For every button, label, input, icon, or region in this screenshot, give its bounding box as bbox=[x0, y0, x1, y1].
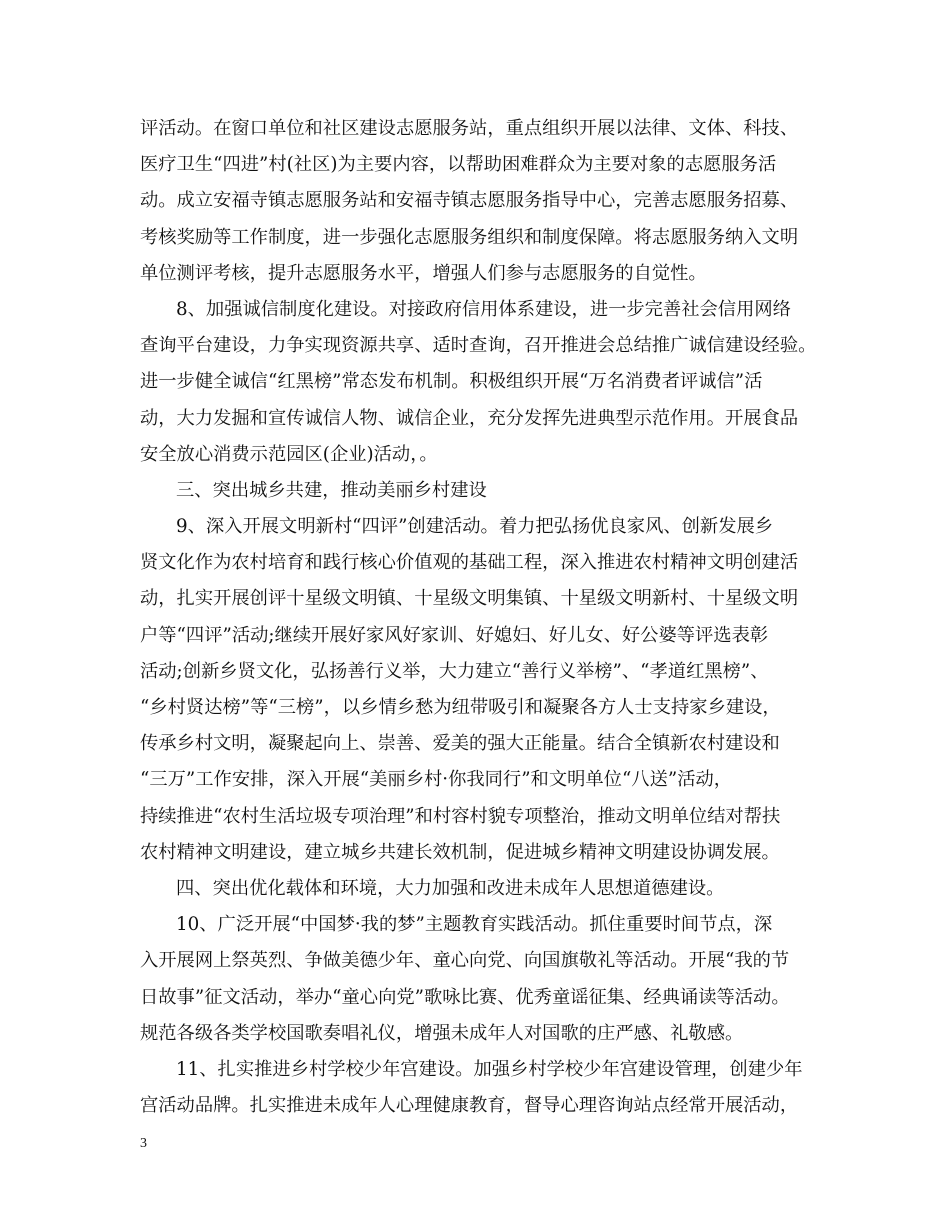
text-line: 考核奖励等工作制度，进一步强化志愿服务组织和制度保障。将志愿服务纳入文明 bbox=[140, 226, 799, 248]
page-number: 3 bbox=[140, 1136, 147, 1151]
text-line: 规范各级各类学校国歌奏唱礼仪，增强未成年人对国歌的庄严感、礼敬感。 bbox=[140, 1022, 744, 1044]
text-line: 11、扎实推进乡村学校少年宫建设。加强乡村学校少年宫建设管理，创建少年 bbox=[176, 1058, 803, 1080]
text-line: 动，大力发掘和宣传诚信人物、诚信企业，充分发挥先进典型示范作用。开展食品 bbox=[140, 407, 799, 429]
text-line: 活动;创新乡贤文化，弘扬善行义举，大力建立“善行义举榜”、“孝道红黑榜”、 bbox=[140, 660, 769, 682]
text-line: 医疗卫生“四进”村(社区)为主要内容，以帮助困难群众为主要对象的志愿服务活 bbox=[140, 154, 777, 176]
text-line: 入开展网上祭英烈、争做美德少年、童心向党、向国旗敬礼等活动。开展“我的节 bbox=[140, 950, 790, 972]
text-line: 动，扎实开展创评十星级文明镇、十星级文明集镇、十星级文明新村、十星级文明 bbox=[140, 588, 799, 610]
text-line: 9、深入开展文明新村“四评”创建活动。着力把弘扬优良家风、创新发展乡 bbox=[176, 516, 774, 538]
section-heading: 三、突出城乡共建，推动美丽乡村建设 bbox=[176, 479, 487, 501]
text-line: “三万”工作安排，深入开展“美丽乡村·你我同行”和文明单位“八送”活动， bbox=[140, 769, 733, 791]
document-body bbox=[140, 111, 820, 1124]
text-line: 农村精神文明建设，建立城乡共建长效机制，促进城乡精神文明建设协调发展。 bbox=[140, 841, 780, 863]
text-line: “乡村贤达榜”等“三榜”，以乡情乡愁为纽带吸引和凝聚各方人士支持家乡建设， bbox=[140, 697, 781, 718]
text-line: 安全放心消费示范园区(企业)活动，。 bbox=[140, 443, 438, 465]
text-line: 进一步健全诚信“红黑榜”常态发布机制。积极组织开展“万名消费者评诚信”活 bbox=[140, 371, 763, 393]
text-line: 10、广泛开展“中国梦·我的梦”主题教育实践活动。抓住重要时间节点，深 bbox=[176, 914, 773, 936]
text-line: 宫活动品牌。扎实推进未成年人心理健康教育，督导心理咨询站点经常开展活动， bbox=[140, 1095, 799, 1117]
text-line: 日故事”征文活动，举办“童心向党”歌咏比赛、优秀童谣征集、经典诵读等活动。 bbox=[140, 986, 790, 1008]
text-line: 户等“四评”活动;继续开展好家风好家训、好媳妇、好儿女、好公婆等评选表彰 bbox=[140, 624, 769, 646]
text-line: 动。成立安福寺镇志愿服务站和安福寺镇志愿服务指导中心，完善志愿服务招募、 bbox=[140, 190, 799, 212]
text-line: 评活动。在窗口单位和社区建设志愿服务站，重点组织开展以法律、文体、科技、 bbox=[140, 118, 799, 139]
text-line: 传承乡村文明，凝聚起向上、崇善、爱美的强大正能量。结合全镇新农村建设和 bbox=[140, 733, 780, 755]
text-line: 贤文化作为农村培育和践行核心价值观的基础工程，深入推进农村精神文明创建活 bbox=[140, 552, 799, 574]
text-line: 8、加强诚信制度化建设。对接政府信用体系建设，进一步完善社会信用网络 bbox=[176, 298, 791, 320]
section-heading: 四、突出优化载体和环境，大力加强和改进未成年人思想道德建设。 bbox=[176, 877, 725, 899]
text-line: 单位测评考核，提升志愿服务水平，增强人们参与志愿服务的自觉性。 bbox=[140, 262, 707, 284]
text-line: 查询平台建设，力争实现资源共享、适时查询，召开推进会总结推广诚信建设经验。 bbox=[140, 335, 817, 357]
text-line: 持续推进“农村生活垃圾专项治理”和村容村貌专项整治，推动文明单位结对帮扶 bbox=[140, 805, 781, 827]
